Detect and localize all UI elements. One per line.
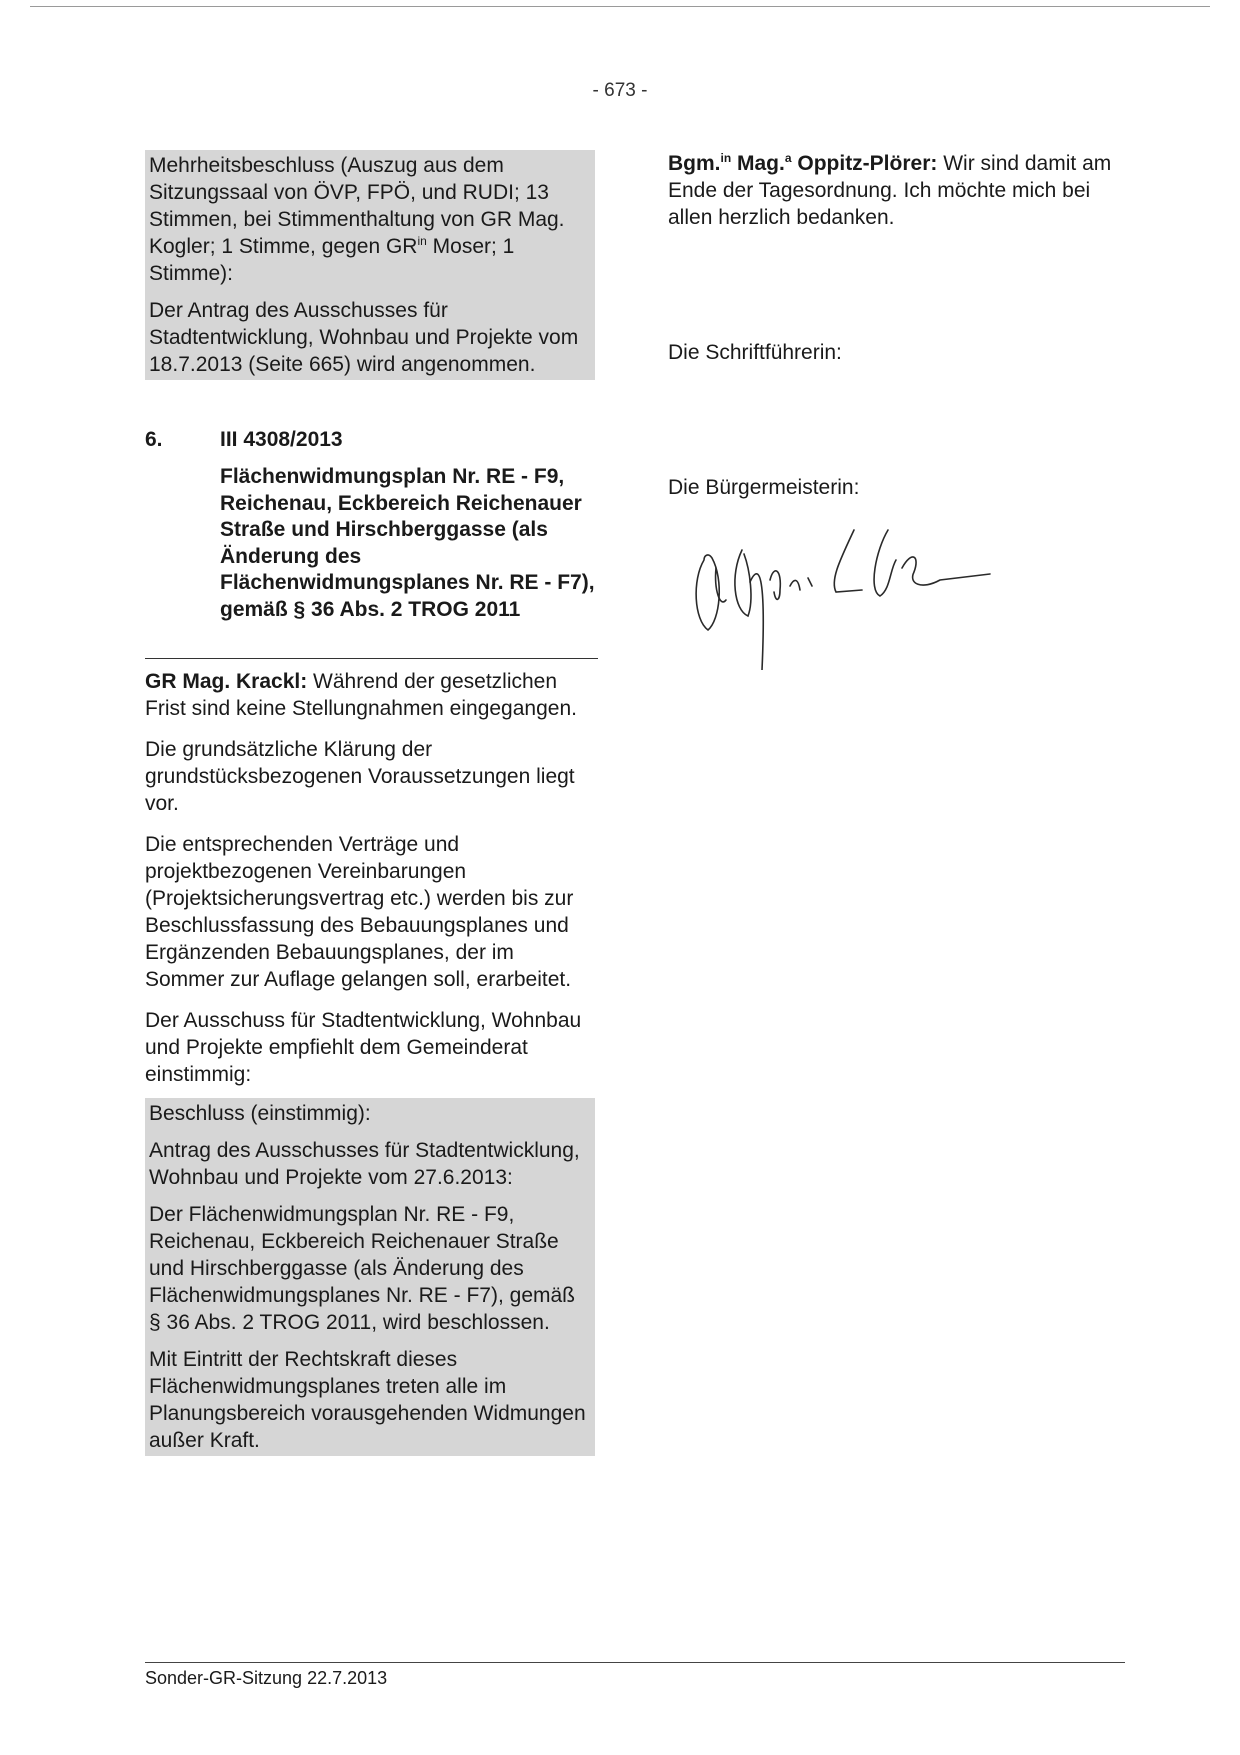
agenda-item-row — [145, 428, 595, 452]
signature-icon — [690, 520, 1050, 670]
item-title: Flächenwidmungsplan Nr. RE - F9, Reichenau, Eckbereich Reichenauer Straße und Hirschberggasse (als Änderung des Flächenwidmungsplanes Nr. RE - F7), gemäß § 36 Abs. 2 TROG 2011 — [220, 465, 595, 621]
paragraph-4: Der Ausschuss für Stadtentwicklung, Wohnbau und Projekte empfiehlt dem Gemeinderat einstimmig: — [145, 1009, 582, 1086]
decision-text: Der Flächenwidmungsplan Nr. RE - F9, Reichenau, Eckbereich Reichenauer Straße und Hirschberggasse (als Änderung des Flächenwidmungsplanes Nr. RE - F7), gemäß § 36 Abs. 2 TROG 2011, wird beschlossen. — [149, 1203, 575, 1334]
agenda-item — [145, 428, 595, 623]
paragraph-2: Die grundsätzliche Klärung der grundstücksbezogenen Voraussetzungen liegt vor. — [145, 738, 575, 815]
closing-speech — [668, 150, 1138, 231]
item-body — [145, 668, 595, 1456]
speaker-sup-2: a — [784, 151, 792, 165]
vote-block — [145, 150, 595, 380]
item-divider — [145, 658, 598, 659]
speaker-sup-1: in — [720, 151, 732, 165]
footer-rule — [145, 1662, 1125, 1663]
item-reference: III 4308/2013 — [220, 428, 343, 451]
speaker-prefix: Bgm. — [668, 152, 721, 175]
speaker-mayor — [668, 152, 937, 175]
speech-krackl — [145, 668, 595, 722]
decision-motion: Antrag des Ausschusses für Stadtentwicklung, Wohnbau und Projekte vom 27.6.2013: — [149, 1139, 580, 1189]
speaker-mid: Mag. — [731, 152, 785, 175]
decision-block — [145, 1098, 595, 1456]
page-number: - 673 - — [592, 80, 648, 101]
footer-text: Sonder-GR-Sitzung 22.7.2013 — [145, 1668, 388, 1688]
item-number: 6. — [145, 428, 163, 451]
vote-paragraph — [149, 152, 591, 287]
top-rule — [30, 6, 1210, 7]
vote-section — [145, 150, 595, 380]
vote-text: Mehrheitsbeschluss (Auszug aus dem Sitzungssaal von ÖVP, FPÖ, und RUDI; 13 Stimmen, bei Stimmenthaltung von GR Mag. Kogler; 1 Stimme, gegen — [149, 154, 565, 258]
speech-krackl-text: Während der gesetzlichen Frist sind keine Stellungnahmen eingegangen. — [145, 670, 577, 720]
mayor-label: Die Bürgermeisterin: — [668, 476, 860, 499]
decision-title: Beschluss (einstimmig): — [149, 1102, 371, 1125]
resolution-paragraph: Der Antrag des Ausschusses für Stadtentwicklung, Wohnbau und Projekte vom 18.7.2013 (Seite 665) wird angenommen. — [149, 299, 579, 376]
vote-prefix: GR — [385, 235, 418, 258]
closing-section — [668, 150, 1138, 501]
speaker-krackl: GR Mag. Krackl: — [145, 670, 308, 693]
vote-suffix: Moser; 1 Stimme): — [149, 235, 515, 285]
speaker-name: Oppitz-Plörer: — [791, 152, 938, 175]
speech-text: Wir sind damit am Ende der Tagesordnung. Ich möchte mich bei allen herzlich bedanken. — [668, 152, 1112, 229]
decision-effect: Mit Eintritt der Rechtskraft dieses Flächenwidmungsplanes treten alle im Planungsbereich vorausgehenden Widmungen außer Kraft. — [149, 1348, 586, 1452]
secretary-label: Die Schriftführerin: — [668, 341, 842, 364]
vote-sup: in — [417, 234, 427, 248]
paragraph-3: Die entsprechenden Verträge und projektbezogenen Vereinbarungen (Projektsicherungsvertrag etc.) werden bis zur Beschlussfassung des Bebauungsplanes und Ergänzenden Bebauungsplanes, der im Sommer zur Auflage gelangen soll, erarbeitet. — [145, 833, 574, 991]
